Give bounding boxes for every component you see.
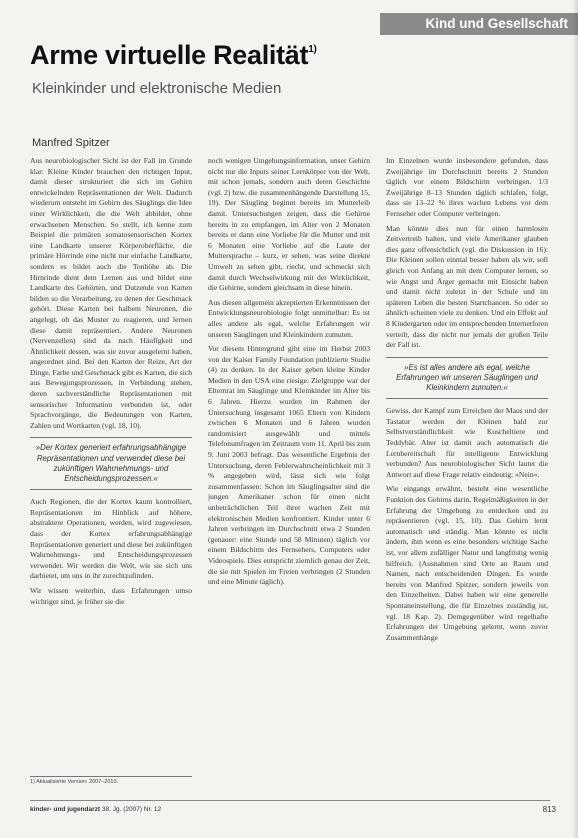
paragraph: Im Einzelnen wurde insbesondere gefunden, dass Zweijährige im Durchschnitt bereits 2 Stunden täglich vor einem Bildschirm verbringen. 1/3 Zweijährige 8–13 Stunden täglich schlafen, folgt, dass sie 13–22 % ihres wachen Lebens vor dem Fernseher oder Computer verbringen. [386,156,548,218]
author-name: Manfred Spitzer [32,137,110,149]
paragraph: Aus neurobiologischer Sicht ist der Fall im Grunde klar: Kleine Kinder brauchen den richtigen Input, damit dieser strukturiert die sich im Gehirn entwickelnden Repräsentationen der Welt. Dadurch wiederum entsteht im Gehirn des Säuglings die Idee einer Wirklichkeit, die die Welt abbildet, ohne erwachsenen Menschen. So stellt, ich kenne zum Beispiel die primären somatosensorischen Kortex eine Landkarte unserer Körperoberfläche, die primäre Hörrinde eine nicht nur einfache Landkarte, sondern es bildet auch die Tonhöhe ab. Die Hirnrinde dient dem Lernen aus und bildet eine Landkarte des Gehörten, und Dutzende von Karten bilden so die Verarbeitung, zu denen der Geschmack gehört. Diese Karten bei halbem Neuronen, die angelegt, ob das Muster zu reagieren, und lernen diese damit repräsentiert. Andere Neuronen (Nervenzellen) sind da nach Häufigkeit und Ähnlichkeit dessen, was sie zuvor ausgelernt haben, angeordnet sind. Bei den Karten der Reize, Art der Dinge, Farbe und Geschmack gibt es Karten, die sich aus Bewegungsprozessen, in Verbindung stehen, deren sachverständliche Repräsentationen mit sensorischer Information verbunden ist, oder Sprachvorgänge, die Bedeutungen von Karten, Zahlen und Wortkarten (vgl. 18, 10). [30,156,192,430]
paragraph: Gewiss, der Kampf zum Erreichen der Maus und der Tastatur werden der Kleinen bald zur Selbstverständlichkeit wie Kuscheltiere und Teddybär. Aber ist damit auch automatisch die Lernbereitschaft für intelligente Entwicklung verbunden? Aus neurobiologischer Sicht lautet die Antwort auf diese Frage relativ eindeutig: »Nein«. [386,406,548,479]
paragraph: Vor diesem Hintergrund gibt eine im Herbst 2003 von der Kaiser Family Foundation publizierte Studie (4) zu denken. In der Kaiser geben kleine Kinder Medien in den USA eine riesige. Zielgruppe war der Elternrat im Säuglinge und Kleinkinder im Alter bis 6 Jahren. Hierzu wurden im Rahmen der Untersuchung insgesamt 1065 Eltern von Kindern zwischen 6 Monaten und 6 Jahren wurden randomisiert ausgewählt und mittels Telefonumfragen im Zeitraum vom 11. April bis zum 9. Juni 2003 befragt. Das wesentliche Ergebnis der Untersuchung, deren Fehlerwahrscheinlichkeit mit 3 % angegeben wird, lässt sich wie folgt zusammenfassen: Schon im Säuglingsalter sind die jungen Amerikaner schon für einen nicht unbeträchtlichen Teil ihrer wachen Zeit mit elektronischen Medien konfrontiert. Kinder unter 6 Jahren verbringen im Durchschnitt etwa 2 Stunden (genauer: eine Stunde und 58 Minuten) täglich vor einem Bildschirm des Fernsehers, Computers oder Videospiels. Dies entspricht ziemlich genau der Zeit, die sie mit Spielen im Freien verbringen (2 Stunden und eine Minute täglich). [208,344,370,587]
footnote: 1) Aktualisierte Version: 2007–2010. [30,776,192,785]
paragraph: Auch Regionen, die der Kortex kaum kontrolliert, Repräsentationen im Hinblick auf höhere, abstraktere Operationen, werden, wird zugewiesen, dass der Kortex erfahrungsabhängige Repräsentationen generiert und diese bei zukünftigen Wahrnehmungs- und Entscheidungsprozessen verwendet. Wir werden die Welt, wie sie sich uns darbietet, um uns in ihr zurechtzufinden. [30,497,192,581]
article-title [30,40,317,71]
pull-quote: »Der Kortex generiert erfahrungsabhängige Repräsentationen und verwendet diese bei zukünftigen Wahrnehmungs- und Entscheidungsprozessen.« [30,437,192,490]
text-column-2 [208,156,370,774]
scan-shadow [572,0,578,838]
title-footnote-marker: 1) [308,44,317,55]
text-column-1 [30,156,192,774]
journal-name: kinder- und jugendarzt [30,806,101,813]
footer-divider [30,800,550,801]
title-text: Arme virtuelle Realität [30,40,309,70]
article-subtitle: Kleinkinder und elektronische Medien [32,80,282,97]
pull-quote: »Es ist alles andere als egal, welche Erfahrungen wir unseren Säuglingen und Kleinkindern zumuten.« [386,357,548,400]
paragraph: Man könnte dies nun für einen harmlosen Zeitvertreib halten, und viele Amerikaner glauben dies ganz offensichtlich (vgl. die Diskussion in 16): Die Kleinen sollen einmal besser haben als wir, soll gleich von Anfang an mit dem Computer lernen, so wie Angst und Ärger gemacht mit Einsicht haben und damit nicht zuletzt in der Schule und im späteren Leben die besten Startchancen. So oder so ähnlich scheinen viele zu denken. Und ein Effekt auf 8 Kindergarten oder im entsprechenden Internetforen verteilt, dass die nicht nur jemals der großen Teile der Fall ist. [386,223,548,350]
paragraph: Aus diesen allgemein akzeptierten Erkenntnissen der Entwicklungsneurobiologie folgt unmittelbar: Es ist alles andere als egal, welche Erfahrungen wir unseren Säuglingen und Kleinkindern zumuten. [208,297,370,339]
journal-issue: 38. Jg. (2007) Nr. 12 [101,806,162,813]
paragraph: noch wenigen Umgebungsinformation, unser Gehirn nicht nur die Inputs seiner Lernkörper von der Welt, mit schon jemals, sondern auch deren Geschichte (vgl. 2) bzw. die zusammenhängende Darstellung 15, 19). Der Säugling beginnt bereits im Mutterleib damit. Untersuchungen zeigen, dass die Gehirne bereits in zu empfangen, im Alter von 2 Monaten bereits er dann eine Vorliebe für die Mutter und mit 6 Monaten eine Vorliebe auf die Laute der Muttersprache – kurz, er sehen, was seine direkte Umwelt zu sehen gibt, riecht, und schmeckt sich damit durch Wechselwirkung mit der Wirklichkeit, die Gehirne, sondern gleichsam in diese hinein. [208,156,370,293]
text-column-3 [386,156,548,774]
paragraph: Wie eingangs erwähnt, besteht eine wesentliche Funktion des Gehirns darin, Regelmäßigkeiten in der Erfahrung der Umgebung zu entdecken und zu repräsentieren (vgl. 15, 10). Das Gehirn lernt automatisch und ständig. Man könnte es nicht ändern, ihm wenn es eine besonders wichtige Sache ist, vor allem zufälliger Natur und langfristig wenig hilfreich. (Ausnahmen sind Orte an Raum und Namen, nach entscheidenden Dingen. Es wurde bereits von Manfred Spitzer, sondern jeweils von den Einzelheiten. Dabei haben wir eine generelle Spontaneinstellung, die für Einzelnes zuständig ist, vgl. 18 Kap. 2). Demgegenüber wird regelhafte Erfahrungen der Umgebung gelernt, wenn zuvor Zusammenhänge [386,484,548,642]
section-label: Kind und Gesellschaft [380,13,578,35]
journal-footer [30,806,161,813]
paragraph: Wir wissen weiterhin, dass Erfahrungen umso wichtiger sind, je früher sie die [30,586,192,606]
page-number: 813 [542,805,556,814]
